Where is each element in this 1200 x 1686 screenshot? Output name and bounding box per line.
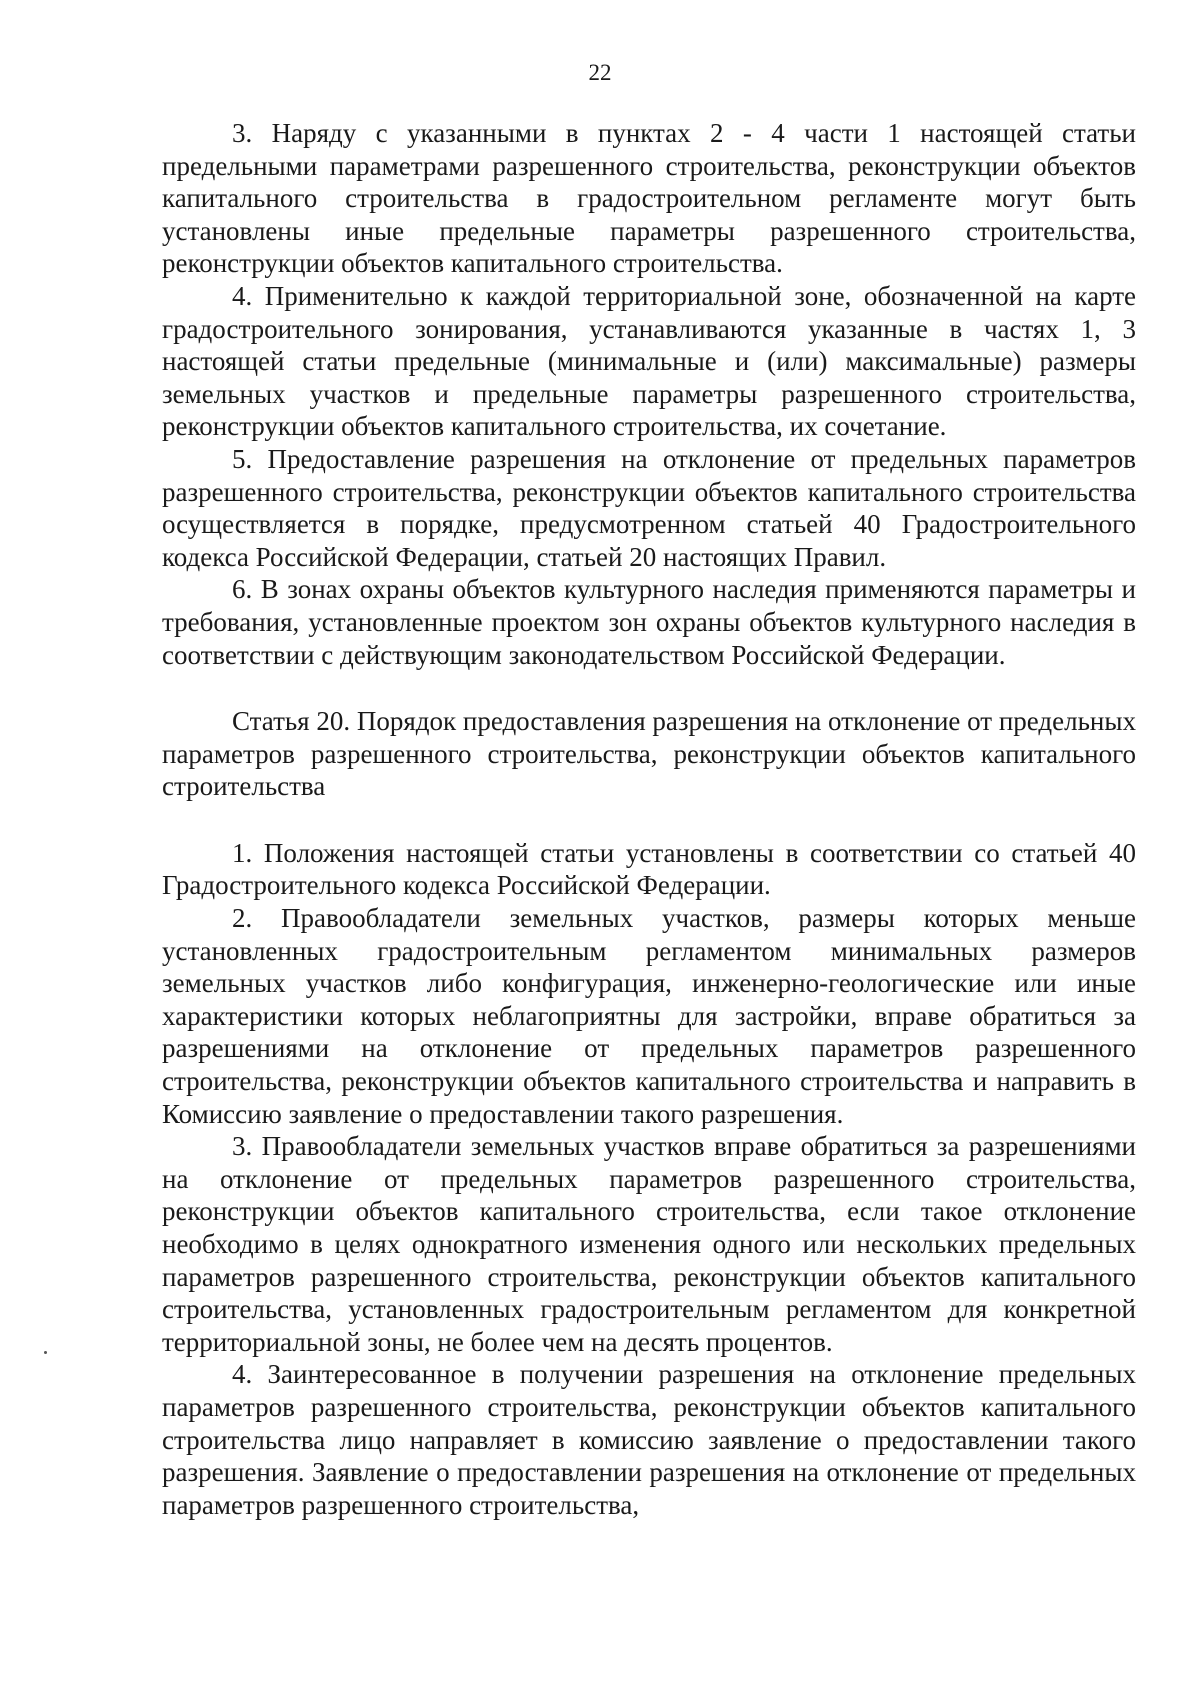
paragraph-5: 5. Предоставление разрешения на отклонение от предельных параметров разрешенного строительства, реконструкции объектов капитального строительства осуществляется в порядке, предусмотренном статьей 40 Градостроительного кодекса Российской Федерации, статьей 20 настоящих Правил. (162, 443, 1136, 572)
paragraph-6: 6. В зонах охраны объектов культурного наследия применяются параметры и требования, установленные проектом зон охраны объектов культурного наследия в соответствии с действующим законодательством Российской Федерации. (162, 574, 1136, 670)
scan-speck (44, 1351, 47, 1354)
paragraph-3: 3. Наряду с указанными в пунктах 2 - 4 части 1 настоящей статьи предельными параметрами разрешенного строительства, реконструкции объектов капитального строительства в градостроительном регламенте могут быть установлены иные предельные параметры разрешенного строительства, реконструкции объектов капитального строительства. (162, 118, 1136, 279)
paragraph-4: 4. Применительно к каждой территориальной зоне, обозначенной на карте градостроительного зонирования, устанавливаются указанные в частях 1, 3 настоящей статьи предельные (минимальные и (или) максимальные) размеры земельных участков и предельные параметры разрешенного строительства, реконструкции объектов капитального строительства, их сочетание. (162, 280, 1136, 442)
document-body (162, 117, 1136, 1521)
article-paragraph-4: 4. Заинтересованное в получении разрешения на отклонение предельных параметров разрешенного строительства, реконструкции объектов капитального строительства лицо направляет в комиссию заявление о предоставлении такого разрешения. Заявление о предоставлении разрешения на отклонение от предельных параметров разрешенного строительства, (162, 1359, 1136, 1520)
article-paragraph-1: 1. Положения настоящей статьи установлены в соответствии со статьей 40 Градостроительного кодекса Российской Федерации. (162, 837, 1136, 901)
spacer (162, 671, 1136, 705)
page-number: 22 (588, 60, 612, 85)
article-paragraph-2: 2. Правообладатели земельных участков, размеры которых меньше установленных градостроительным регламентом минимальных размеров земельных участков либо конфигурация, инженерно-геологические или иные характеристики которых неблагоприятны для застройки, вправе обратиться за разрешениями на отклонение от предельных параметров разрешенного строительства, реконструкции объектов капитального строительства и направить в Комиссию заявление о предоставлении такого разрешения. (162, 903, 1136, 1129)
spacer (162, 803, 1136, 837)
article-paragraph-3: 3. Правообладатели земельных участков вправе обратиться за разрешениями на отклонение от предельных параметров разрешенного строительства, реконструкции объектов капитального строительства, если такое отклонение необходимо в целях однократного изменения одного или нескольких предельных параметров разрешенного строительства, реконструкции объектов капитального строительства, установленных градостроительным регламентом для конкретной территориальной зоны, не более чем на десять процентов. (162, 1131, 1136, 1357)
article-heading: Статья 20. Порядок предоставления разрешения на отклонение от предельных параметров разрешенного строительства, реконструкции объектов капитального строительства (162, 706, 1136, 802)
